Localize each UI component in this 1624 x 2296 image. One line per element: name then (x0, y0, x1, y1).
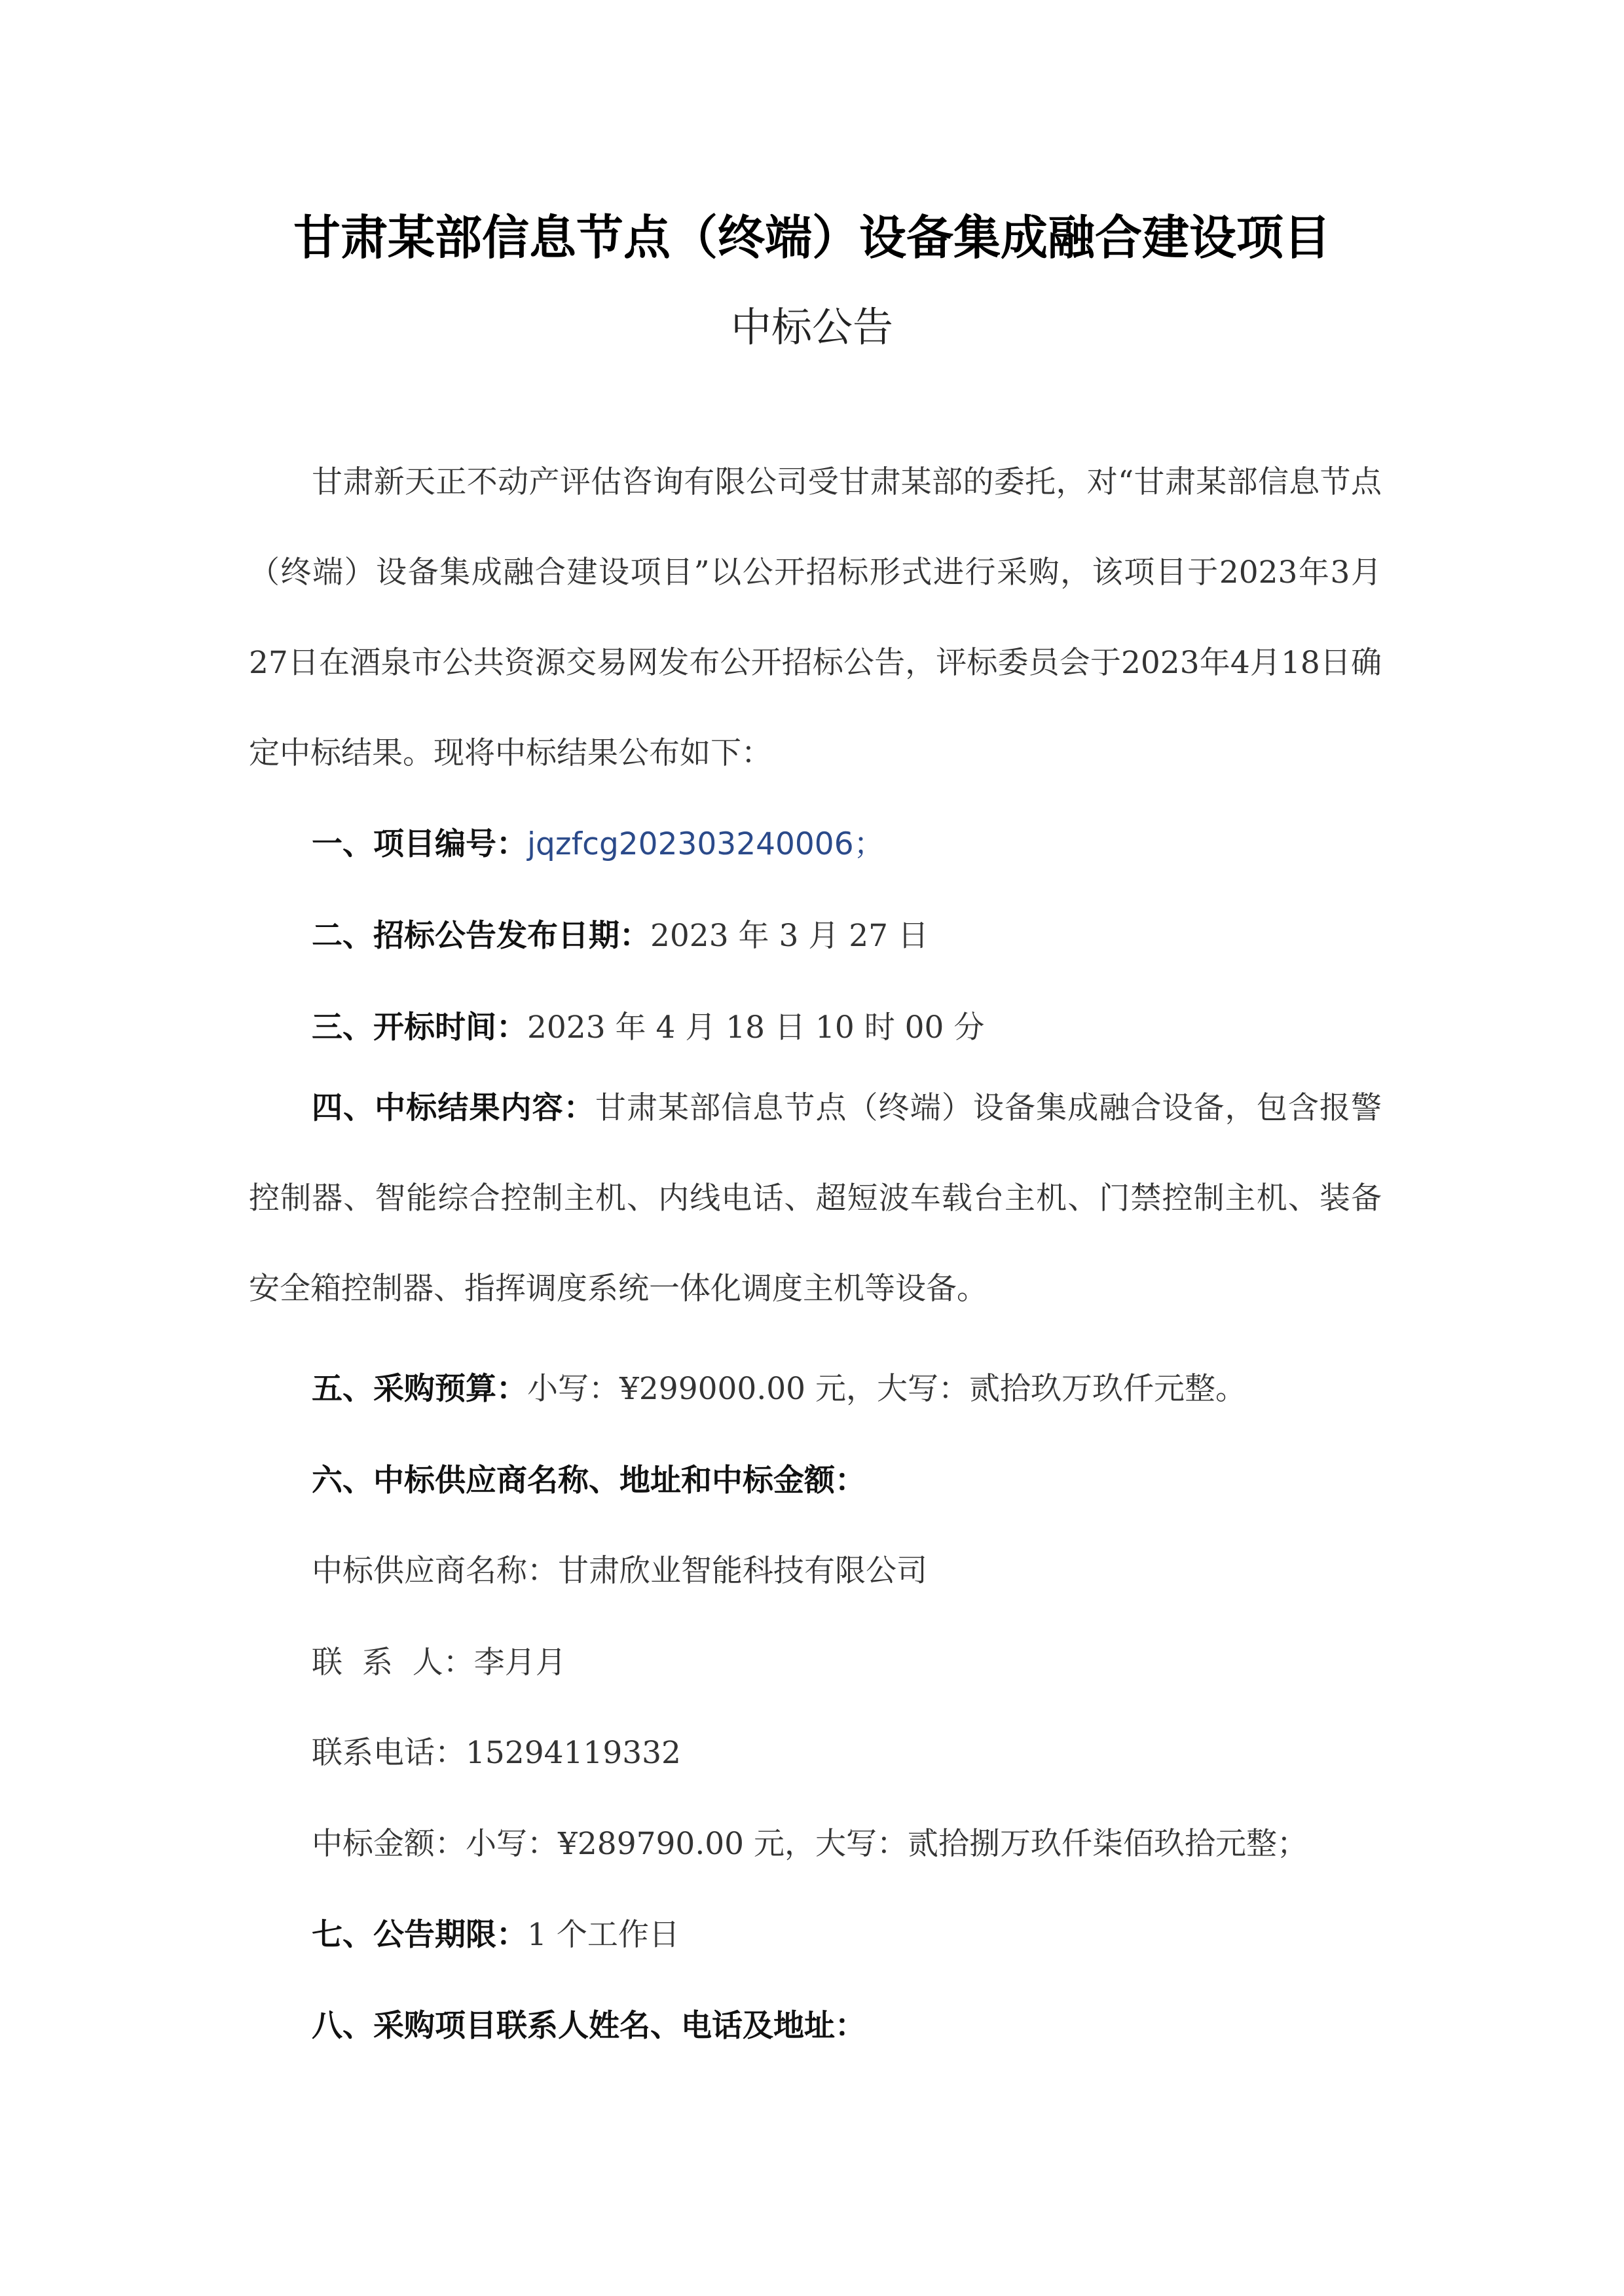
opening-time-line (312, 1002, 1386, 1054)
notice-period-line (312, 1909, 1386, 1961)
supplier-name-line: 中标供应商名称：甘肃欣业智能科技有限公司 (312, 1553, 927, 1589)
supplier-amount-line: 中标金额：小写：¥289790.00 元，大写：贰拾捌万玖仟柒佰玖拾元整； (312, 1826, 1308, 1862)
project-number-value: jqzfcg202303240006； (527, 826, 885, 862)
contact-heading-line (312, 2000, 1386, 2052)
opening-time-value: 2023 年 4 月 18 日 10 时 00 分 (527, 1010, 985, 1046)
contact-heading: 八、采购项目联系人姓名、电话及地址： (312, 2008, 866, 2044)
project-number-label: 一、项目编号： (312, 826, 527, 862)
document-subtitle: 中标公告 (730, 303, 893, 351)
budget-value: 小写：¥299000.00 元，大写：贰拾玖万玖仟元整。 (527, 1371, 1247, 1407)
supplier-contact-line: 联 系 人：李月月 (312, 1645, 566, 1681)
result-content-value: 甘肃某部信息节点（终端）设备集成融合设备，包含报警控制器、智能综合控制主机、内线电话、超短波车载台主机、门禁控制主机、装备安全箱控制器、指挥调度系统一体化调度主机等设备。 (249, 1090, 1382, 1307)
notice-period-label: 七、公告期限： (312, 1917, 527, 1953)
project-number-line (312, 818, 1386, 871)
document-title: 甘肃某部信息节点（终端）设备集成融合建设项目 (293, 210, 1331, 265)
result-content-label: 四、中标结果内容： (312, 1090, 595, 1126)
supplier-heading: 六、中标供应商名称、地址和中标金额： (312, 1463, 866, 1499)
notice-period-value: 1 个工作日 (527, 1917, 680, 1953)
budget-line (312, 1363, 1386, 1415)
intro-paragraph: 甘肃新天正不动产评估咨询有限公司受甘肃某部的委托，对“甘肃某部信息节点（终端）设备集成融合建设项目”以公开招标形式进行采购，该项目于2023年3月27日在酒泉市公共资源交易网发布公开招标公告，评标委员会于2023年4月18日确定中标结果。现将中标结果公布如下： (249, 464, 1382, 771)
supplier-heading-line (312, 1455, 1386, 1507)
result-content-paragraph (249, 1063, 1382, 1334)
notice-date-value: 2023 年 3 月 27 日 (650, 918, 929, 954)
notice-date-label: 二、招标公告发布日期： (312, 918, 650, 954)
supplier-phone-line: 联系电话：15294119332 (312, 1735, 681, 1771)
notice-date-line (312, 910, 1386, 962)
opening-time-label: 三、开标时间： (312, 1010, 527, 1046)
budget-label: 五、采购预算： (312, 1371, 527, 1407)
